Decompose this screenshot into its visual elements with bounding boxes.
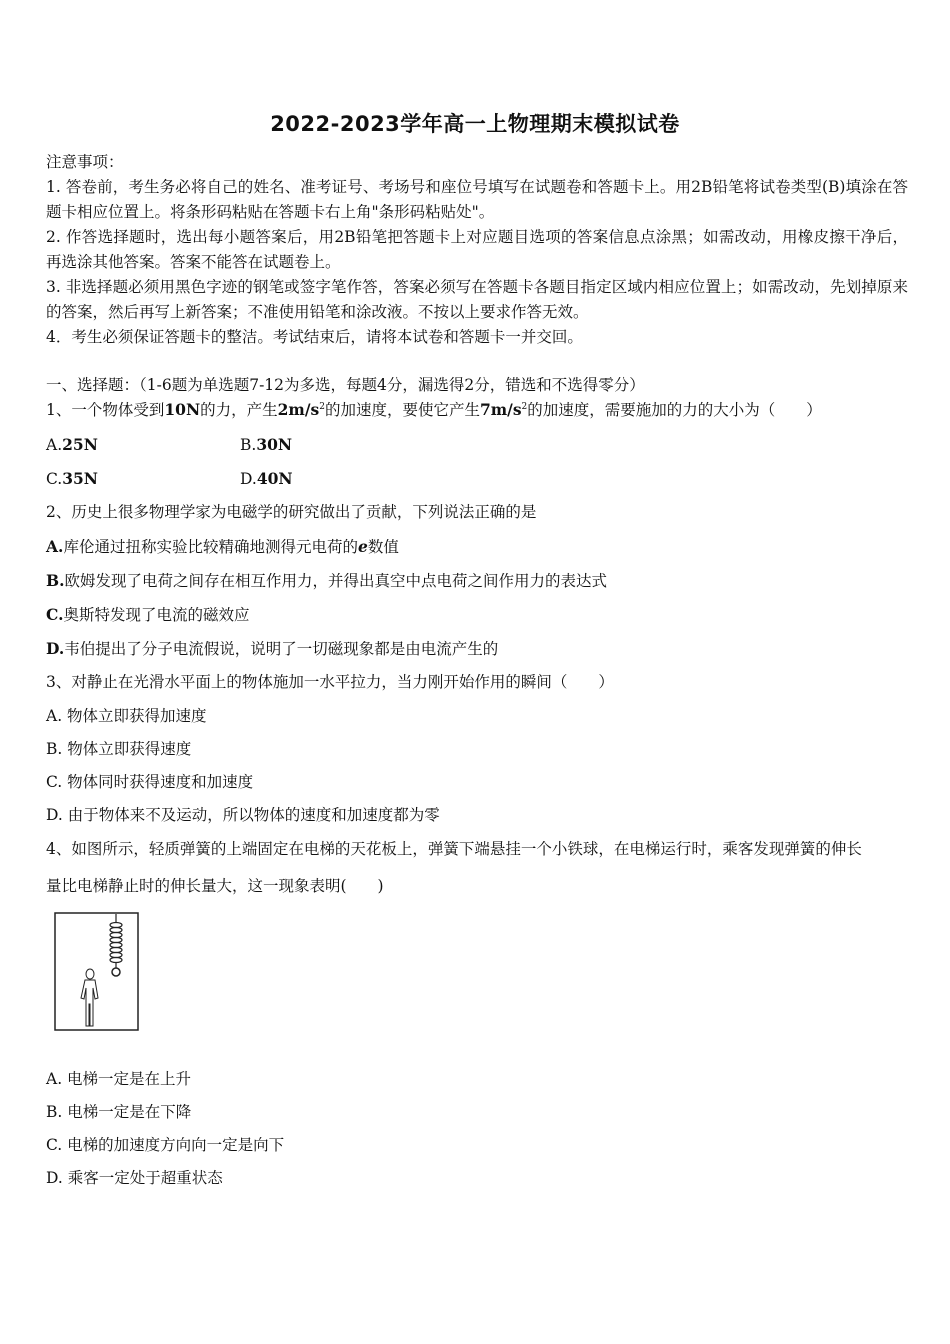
q3-option-d: D. 由于物体来不及运动，所以物体的速度和加速度都为零 (46, 806, 440, 824)
q1-option-a-letter: A. (46, 436, 63, 454)
q4-option-c: C. 电梯的加速度方向向一定是向下 (46, 1136, 285, 1154)
q3-option-b: B. 物体立即获得速度 (46, 740, 192, 758)
q1-option-b (240, 432, 292, 458)
q2-option-b-letter: B. (46, 571, 65, 590)
q1-option-a-text: 25N (62, 435, 98, 454)
q2-option-a-tail: 数值 (367, 538, 399, 556)
q2-option-c-text: 奥斯特发现了电流的磁效应 (63, 606, 250, 624)
passenger-icon (81, 969, 98, 1026)
q2-option-a-var: e (357, 537, 368, 556)
q2-option-b-text: 欧姆发现了电荷之间存在相互作用力，并得出真空中点电荷之间作用力的表达式 (64, 572, 608, 590)
q1-accel-1-exp: 2 (319, 402, 325, 412)
q1-option-d-letter: D. (240, 470, 257, 488)
q3-option-a: A. 物体立即获得加速度 (46, 707, 207, 725)
elevator-frame (55, 913, 138, 1030)
section-heading: 一、选择题：（1-6题为单选题7-12为多选，每题4分，漏选得2分，错选和不选得零分） (46, 376, 645, 394)
q1-force: 10N (164, 400, 201, 419)
iron-ball-icon (112, 968, 120, 976)
q2-option-c (46, 602, 908, 628)
q1-accel-1: 2m/s (277, 400, 320, 419)
q2-option-a-letter: A. (46, 537, 64, 556)
q1-option-b-text: 30N (256, 435, 293, 454)
q2-option-b (46, 568, 908, 594)
q1-option-d (240, 466, 293, 492)
q2-option-d-letter: D. (46, 639, 65, 658)
question-4-stem-line-1: 4、如图所示，轻质弹簧的上端固定在电梯的天花板上，弹簧下端悬挂一个小铁球，在电梯运行时，乘客发现弹簧的伸长 (46, 840, 862, 858)
question-1-stem (46, 397, 908, 423)
q1-option-d-text: 40N (256, 469, 293, 488)
q1-text-d: 的加速度，需要施加的力的大小为（ ） (527, 401, 822, 419)
question-2-stem: 2、历史上很多物理学家为电磁学的研究做出了贡献，下列说法正确的是 (46, 503, 537, 521)
q4-option-d: D. 乘客一定处于超重状态 (46, 1169, 223, 1187)
q2-option-a-text: 库伦通过扭称实验比较精确地测得元电荷的 (63, 538, 358, 556)
q2-option-c-letter: C. (46, 605, 64, 624)
question-4-stem-line-2: 量比电梯静止时的伸长量大，这一现象表明( ) (46, 877, 384, 895)
q1-text-a: 1、一个物体受到 (46, 401, 165, 419)
q1-option-c-letter: C. (46, 470, 63, 488)
question-3-stem: 3、对静止在光滑水平面上的物体施加一水平拉力，当力刚开始作用的瞬间（ ） (46, 673, 614, 691)
note-item-1: 1. 答卷前，考生务必将自己的姓名、准考证号、考场号和座位号填写在试题卷和答题卡上。用2B铅笔将试卷类型(B)填涂在答题卡相应位置上。将条形码粘贴在答题卡右上角"条形码粘贴处"。 (46, 178, 908, 221)
notes-section (46, 150, 908, 350)
note-item-3: 3. 非选择题必须用黑色字迹的钢笔或签字笔作答，答案必须写在答题卡各题目指定区域内相应位置上；如需改动，先划掉原来的答案，然后再写上新答案；不准使用铅笔和涂改液。不按以上要求作答无效。 (46, 278, 908, 321)
note-item-2: 2. 作答选择题时，选出每小题答案后，用2B铅笔把答题卡上对应题目选项的答案信息点涂黑；如需改动，用橡皮擦干净后，再选涂其他答案。答案不能答在试题卷上。 (46, 228, 908, 271)
q4-option-b: B. 电梯一定是在下降 (46, 1103, 192, 1121)
notes-heading: 注意事项： (46, 153, 124, 171)
note-item-4: 4．考生必须保证答题卡的整洁。考试结束后，请将本试卷和答题卡一并交回。 (46, 328, 583, 346)
q1-accel-2-exp: 2 (521, 402, 528, 412)
q1-option-c (46, 466, 98, 492)
q1-option-a (46, 432, 98, 458)
q1-option-b-letter: B. (240, 436, 257, 454)
q2-option-d (46, 636, 908, 662)
q1-accel-2: 7m/s (479, 400, 522, 419)
elevator-spring-diagram (54, 912, 140, 1032)
q2-option-d-text: 韦伯提出了分子电流假说，说明了一切磁现象都是由电流产生的 (64, 640, 499, 658)
q4-option-a: A. 电梯一定是在上升 (46, 1070, 192, 1088)
q1-text-b: 的力，产生 (200, 401, 278, 419)
spring-icon (110, 914, 122, 968)
q1-text-c: 的加速度，要使它产生 (324, 401, 480, 419)
q1-option-c-text: 35N (62, 469, 98, 488)
q2-option-a (46, 534, 908, 560)
q3-option-c: C. 物体同时获得速度和加速度 (46, 773, 254, 791)
page-title: 2022-2023学年高一上物理期末模拟试卷 (270, 112, 680, 136)
